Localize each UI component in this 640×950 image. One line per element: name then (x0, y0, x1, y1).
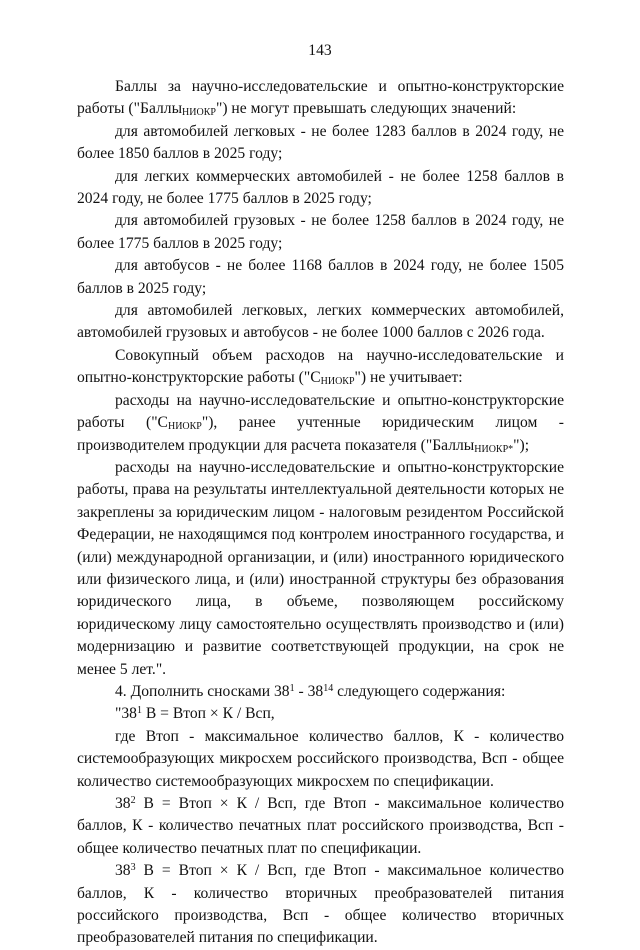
paragraph-all-vehicles-2026: для автомобилей легковых, легких коммерческих автомобилей, автомобилей грузовых и автобусов - не более 1000 баллов с 2026 года. (77, 302, 564, 342)
footnote-38-1-formula: "$38^1$ В = Втоп × К / Всп, (115, 705, 275, 723)
paragraph-footnotes-intro: 4. Дополнить сносками $38^1 - 38^{14}$ следующего содержания: (115, 682, 506, 700)
paragraph-expenses-previously-counted: расходы на научно-исследовательские и опытно-конструкторские работы $("С_{НИОКР}")$, ранее учтенные юридическим лицом - производителем продукции для расчета показателя ("Баллы$_{НИОКР*}$"); (77, 391, 564, 455)
paragraph-passenger-cars: для автомобилей легковых - не более 1283 баллов в 2024 году, не более 1850 баллов в 2025 году; (77, 122, 564, 163)
footnote-38-1-definition: где Втоп - максимальное количество баллов, К - количество системообразующих микросхем российского производства, Всп - общее количество системообразующих микросхем по спецификации. (77, 727, 564, 790)
paragraph-light-commercial: для легких коммерческих автомобилей - не более 1258 баллов в 2024 году, не более 1775 баллов в 2025 году; (77, 167, 564, 208)
paragraph-expenses-rights: расходы на научно-исследовательские и опытно-конструкторские работы, права на результаты интеллектуальной деятельности которых не закреплены за юридическим лицом - налоговым резидентом Российской Федерации, не находящимся под контролем иностранного государства, и (или) международной организации, и (или) иностранного юридического или физического лица, и (или) иностранной структуры без образования юридического лица, в объеме, позволяющем российскому юридическому лицу самостоятельно осуществлять производство и (или) модернизацию и развитие соответствующей продукции, на срок не менее 5 лет.". (77, 458, 564, 678)
paragraph-buses: для автобусов - не более 1168 баллов в 2024 году, не более 1505 баллов в 2025 году; (77, 257, 564, 297)
paragraph-points-limit: Баллы за научно-исследовательские и опытно-конструкторские работы ("Баллы$_{НИОКР}$") не могут превышать следующих значений: (77, 78, 564, 119)
page-number: 143 (308, 42, 332, 59)
paragraph-trucks: для автомобилей грузовых - не более 1258 баллов в 2024 году, не более 1775 баллов в 2025 году; (77, 212, 564, 252)
document-body (77, 76, 564, 950)
paragraph-total-expenses: Совокупный объем расходов на научно-исследовательские и опытно-конструкторские работы $("С_{НИОКР}")$ не учитывает: (77, 346, 564, 388)
footnote-38-3: $38^3$ В = Втоп × К / Всп, где Втоп - максимальное количество баллов, К - количество вторичных преобразователей питания российского производства, Всп - общее количество вторичных преобразователей питания по спецификации. (77, 862, 564, 947)
footnote-38-2: $38^2$ В = Втоп × К / Всп, где Втоп - максимальное количество баллов, К - количество печатных плат российского производства, Всп - общее количество печатных плат по спецификации. (77, 795, 564, 857)
